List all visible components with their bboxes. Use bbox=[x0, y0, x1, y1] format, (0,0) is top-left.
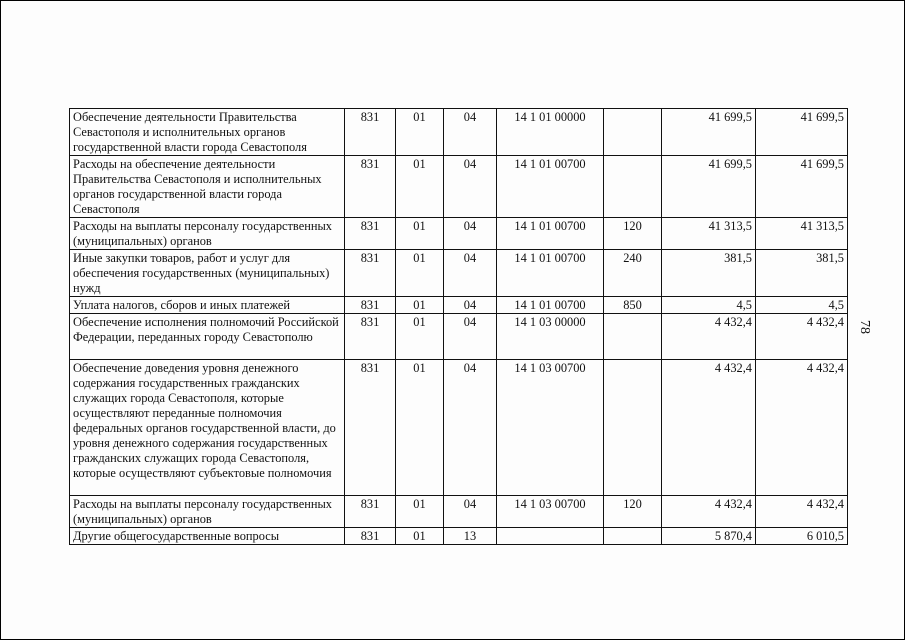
row-vr-cell bbox=[604, 314, 662, 360]
page-number: 78 bbox=[857, 320, 872, 334]
row-sum1-cell: 4 432,4 bbox=[662, 314, 756, 360]
row-rz-cell: 01 bbox=[396, 496, 444, 528]
row-csr-cell: 14 1 01 00700 bbox=[497, 297, 604, 314]
row-sum2-cell: 41 699,5 bbox=[756, 109, 848, 156]
table-row bbox=[70, 297, 848, 314]
row-pr-cell: 04 bbox=[444, 218, 497, 250]
row-rz-cell: 01 bbox=[396, 156, 444, 218]
row-name-cell: Расходы на выплаты персоналу государственных (муниципальных) органов bbox=[70, 496, 345, 528]
row-csr-cell: 14 1 01 00000 bbox=[497, 109, 604, 156]
row-vr-cell: 120 bbox=[604, 496, 662, 528]
row-pr-cell: 04 bbox=[444, 314, 497, 360]
row-pr-cell: 04 bbox=[444, 360, 497, 496]
row-name-cell: Расходы на обеспечение деятельности Правительства Севастополя и исполнительных органов государственной власти города Севастополя bbox=[70, 156, 345, 218]
budget-table-body bbox=[70, 109, 848, 545]
table-row bbox=[70, 250, 848, 297]
row-csr-cell: 14 1 03 00700 bbox=[497, 496, 604, 528]
row-name-cell: Расходы на выплаты персоналу государственных (муниципальных) органов bbox=[70, 218, 345, 250]
row-sum2-cell: 381,5 bbox=[756, 250, 848, 297]
row-vr-cell bbox=[604, 528, 662, 545]
row-ved-cell: 831 bbox=[345, 314, 396, 360]
row-sum2-cell: 6 010,5 bbox=[756, 528, 848, 545]
table-row bbox=[70, 156, 848, 218]
row-csr-cell bbox=[497, 528, 604, 545]
row-vr-cell: 850 bbox=[604, 297, 662, 314]
row-name-cell: Иные закупки товаров, работ и услуг для обеспечения государственных (муниципальных) нужд bbox=[70, 250, 345, 297]
table-row bbox=[70, 218, 848, 250]
row-pr-cell: 13 bbox=[444, 528, 497, 545]
row-csr-cell: 14 1 01 00700 bbox=[497, 250, 604, 297]
row-ved-cell: 831 bbox=[345, 109, 396, 156]
table-row bbox=[70, 314, 848, 360]
row-vr-cell bbox=[604, 360, 662, 496]
row-rz-cell: 01 bbox=[396, 250, 444, 297]
row-csr-cell: 14 1 03 00700 bbox=[497, 360, 604, 496]
row-sum1-cell: 5 870,4 bbox=[662, 528, 756, 545]
row-rz-cell: 01 bbox=[396, 314, 444, 360]
row-rz-cell: 01 bbox=[396, 528, 444, 545]
row-vr-cell bbox=[604, 156, 662, 218]
table-row bbox=[70, 528, 848, 545]
row-name-cell: Другие общегосударственные вопросы bbox=[70, 528, 345, 545]
row-ved-cell: 831 bbox=[345, 218, 396, 250]
row-name-cell: Обеспечение исполнения полномочий Российской Федерации, переданных городу Севастополю bbox=[70, 314, 345, 360]
row-pr-cell: 04 bbox=[444, 496, 497, 528]
row-rz-cell: 01 bbox=[396, 109, 444, 156]
row-ved-cell: 831 bbox=[345, 360, 396, 496]
table-row bbox=[70, 109, 848, 156]
row-sum1-cell: 41 313,5 bbox=[662, 218, 756, 250]
row-csr-cell: 14 1 01 00700 bbox=[497, 156, 604, 218]
row-sum2-cell: 4 432,4 bbox=[756, 496, 848, 528]
row-ved-cell: 831 bbox=[345, 297, 396, 314]
row-vr-cell bbox=[604, 109, 662, 156]
row-sum2-cell: 41 313,5 bbox=[756, 218, 848, 250]
row-sum1-cell: 4 432,4 bbox=[662, 360, 756, 496]
row-name-cell: Обеспечение деятельности Правительства Севастополя и исполнительных органов государственной власти города Севастополя bbox=[70, 109, 345, 156]
row-sum1-cell: 4 432,4 bbox=[662, 496, 756, 528]
row-ved-cell: 831 bbox=[345, 250, 396, 297]
row-rz-cell: 01 bbox=[396, 360, 444, 496]
row-vr-cell: 120 bbox=[604, 218, 662, 250]
row-sum2-cell: 4,5 bbox=[756, 297, 848, 314]
row-vr-cell: 240 bbox=[604, 250, 662, 297]
row-ved-cell: 831 bbox=[345, 496, 396, 528]
row-sum1-cell: 4,5 bbox=[662, 297, 756, 314]
row-csr-cell: 14 1 01 00700 bbox=[497, 218, 604, 250]
budget-table bbox=[69, 108, 848, 545]
row-sum2-cell: 41 699,5 bbox=[756, 156, 848, 218]
row-pr-cell: 04 bbox=[444, 250, 497, 297]
row-sum2-cell: 4 432,4 bbox=[756, 360, 848, 496]
row-sum2-cell: 4 432,4 bbox=[756, 314, 848, 360]
table-row bbox=[70, 496, 848, 528]
row-ved-cell: 831 bbox=[345, 156, 396, 218]
row-pr-cell: 04 bbox=[444, 156, 497, 218]
row-pr-cell: 04 bbox=[444, 297, 497, 314]
row-ved-cell: 831 bbox=[345, 528, 396, 545]
row-csr-cell: 14 1 03 00000 bbox=[497, 314, 604, 360]
row-name-cell: Уплата налогов, сборов и иных платежей bbox=[70, 297, 345, 314]
row-sum1-cell: 41 699,5 bbox=[662, 156, 756, 218]
row-sum1-cell: 41 699,5 bbox=[662, 109, 756, 156]
row-sum1-cell: 381,5 bbox=[662, 250, 756, 297]
table-row bbox=[70, 360, 848, 496]
row-name-cell: Обеспечение доведения уровня денежного содержания государственных гражданских служащих города Севастополя, которые осуществляют переданные полномочия федеральных органов государственной власти, до уровня денежного содержания государственных гражданских служащих города Севастополя, которые осуществляют субъектовые полномочия bbox=[70, 360, 345, 496]
row-rz-cell: 01 bbox=[396, 218, 444, 250]
row-pr-cell: 04 bbox=[444, 109, 497, 156]
row-rz-cell: 01 bbox=[396, 297, 444, 314]
